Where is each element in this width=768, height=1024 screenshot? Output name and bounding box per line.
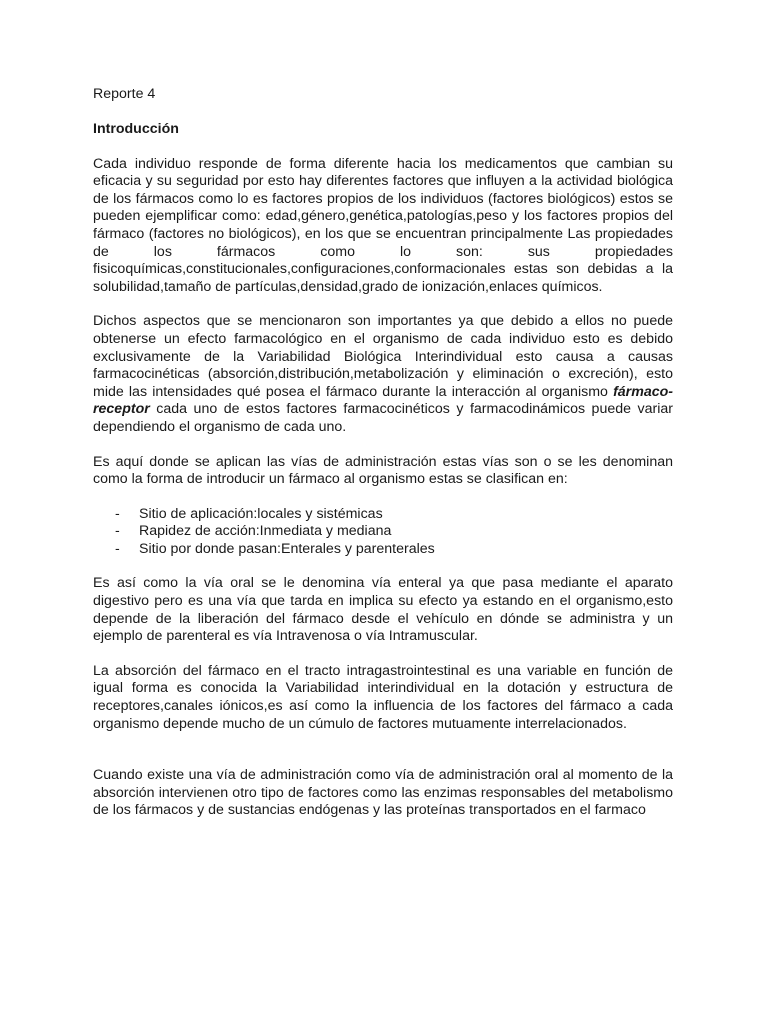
paragraph-2 — [93, 313, 673, 436]
bullet-marker: - — [115, 505, 120, 522]
paragraph-5: La absorción del fármaco en el tracto intragastrointestinal es una variable en función de igual forma es conocida la Variabilidad interindividual en la dotación y estructura de receptores,canales iónicos,es así como la influencia de los factores del fármaco a cada organismo depende mucho de un cúmulo de factores mutuamente interrelacionados. — [93, 662, 673, 732]
paragraph-1: Cada individuo responde de forma diferente hacia los medicamentos que cambian su eficacia y su seguridad por esto hay diferentes factores que influyen a la actividad biológica de los fármacos como lo es factores propios de los individuos (factores biológicos) estos se pueden ejemplificar como: edad,género,genética,patologías,peso y los factores propios del fármaco (factores no biológicos), en los que se encuentran principalmente Las propiedades de los fármacos como lo son: sus propiedades fisicoquímicas,constitucionales,configuraciones,conformacionales estas son debidas a la solubilidad,tamaño de partículas,densidad,grado de ionización,enlaces químicos. — [93, 155, 673, 295]
bullet-marker: - — [115, 523, 120, 540]
paragraph-2-emphasis: fármaco-receptor — [93, 383, 673, 418]
section-heading: Introducción — [93, 121, 179, 137]
bullet-text: Sitio de aplicación:locales y sistémicas — [139, 505, 383, 522]
paragraph-4: Es así como la vía oral se le denomina vía enteral ya que pasa mediante el aparato digestivo pero es una vía que tarda en implica su efecto ya estando en el organismo,esto depende de la liberación del fármaco desde el vehículo en dónde se administra y un ejemplo de parenteral es vía Intravenosa o vía Intramuscular. — [93, 575, 673, 645]
document-label: Reporte 4 — [93, 86, 156, 102]
document-page — [93, 86, 673, 820]
bullet-text: Rapidez de acción:Inmediata y mediana — [139, 523, 392, 540]
paragraph-3: Es aquí donde se aplican las vías de administración estas vías son o se les denominan como la forma de introducir un fármaco al organismo estas se clasifican en: — [93, 453, 673, 488]
bullet-item — [93, 541, 673, 559]
paragraph-6: Cuando existe una vía de administración como vía de administración oral al momento de la absorción intervienen otro tipo de factores como las enzimas responsables del metabolismo de los fármacos y de sustancias endógenas y las proteínas transportados en el farmaco — [93, 767, 673, 819]
paragraph-2-text-start: Dichos aspectos que se mencionaron son importantes ya que debido a ellos no puede obtenerse un efecto farmacológico en el organismo de cada individuo esto es debido exclusivamente de la Variabilidad Biológica Interindividual esto causa a causas farmacocinéticas (absorción,distribución,metabolización y eliminación o excreción), esto mide las intensidades qué posea el fármaco durante la interacción al organismo — [93, 313, 673, 400]
bullet-marker: - — [115, 540, 120, 557]
bullet-item — [93, 523, 673, 541]
bullet-list — [93, 506, 673, 559]
bullet-text: Sitio por donde pasan:Enterales y parenterales — [139, 540, 435, 557]
bullet-item — [93, 506, 673, 524]
paragraph-2-text-end: cada uno de estos factores farmacocinéticos y farmacodinámicos puede variar dependiendo el organismo de cada uno. — [93, 401, 673, 435]
